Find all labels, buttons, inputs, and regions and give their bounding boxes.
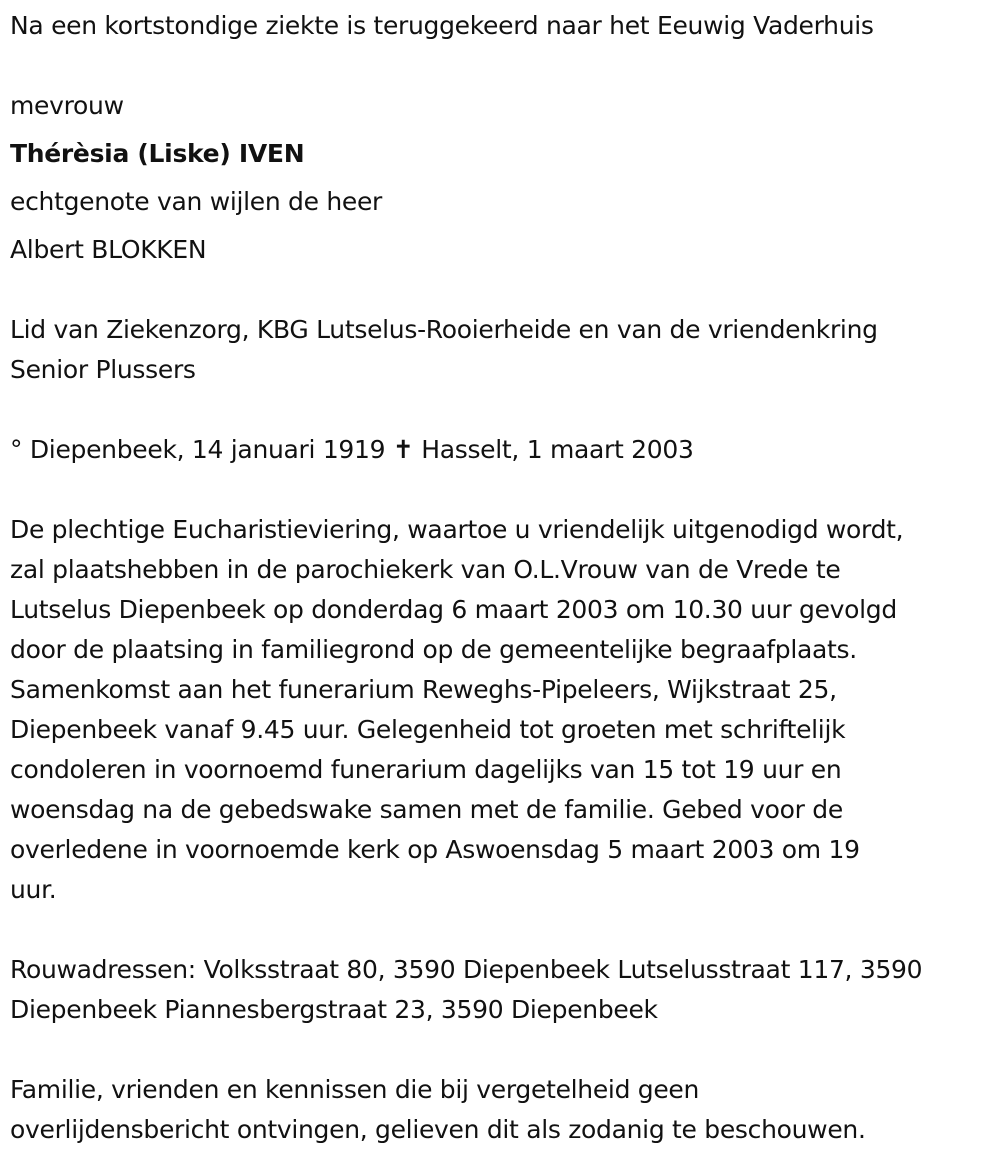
closing-paragraph — [10, 1070, 866, 1150]
membership-line: Lid van Ziekenzorg, KBG Lutselus-Rooierheide en van de vriendenkring — [10, 315, 878, 344]
ceremony-line: door de plaatsing in familiegrond op de gemeentelijke begraafplaats. — [10, 635, 857, 664]
ceremony-line: Lutselus Diepenbeek op donderdag 6 maart 2003 om 10.30 uur gevolgd — [10, 595, 897, 624]
spouse-prefix: echtgenote van wijlen de heer — [10, 187, 383, 216]
ceremony-paragraph — [10, 510, 903, 910]
spouse-name: Albert BLOKKEN — [10, 235, 207, 264]
ceremony-line: woensdag na de gebedswake samen met de familie. Gebed voor de — [10, 795, 843, 824]
life-dates — [10, 430, 694, 470]
dates-paragraph — [10, 430, 694, 470]
address-line: Rouwadressen: Volksstraat 80, 3590 Diepenbeek Lutselusstraat 117, 3590 — [10, 955, 923, 984]
memberships-paragraph — [10, 310, 878, 390]
addresses-paragraph — [10, 950, 922, 1030]
ceremony-line: zal plaatshebben in de parochiekerk van O.L.Vrouw van de Vrede te — [10, 555, 841, 584]
intro-text: Na een kortstondige ziekte is teruggekeerd naar het Eeuwig Vaderhuis — [10, 11, 874, 40]
deceased-name: Thérèsia (Liske) IVEN — [10, 139, 305, 168]
membership-line: Senior Plussers — [10, 355, 196, 384]
birth-date: ° Diepenbeek, 14 januari 1919 — [10, 435, 386, 464]
deceased-block — [10, 86, 382, 278]
closing-line: Familie, vrienden en kennissen die bij vergetelheid geen — [10, 1075, 700, 1104]
address-line: Diepenbeek Piannesbergstraat 23, 3590 Diepenbeek — [10, 995, 658, 1024]
death-date: Hasselt, 1 maart 2003 — [421, 435, 694, 464]
cross-icon: ✝ — [392, 435, 414, 464]
ceremony-line: De plechtige Eucharistieviering, waartoe u vriendelijk uitgenodigd wordt, — [10, 515, 904, 544]
ceremony-line: condoleren in voornoemd funerarium dagelijks van 15 tot 19 uur en — [10, 755, 842, 784]
ceremony-line: Diepenbeek vanaf 9.45 uur. Gelegenheid tot groeten met schriftelijk — [10, 715, 846, 744]
ceremony-line: Samenkomst aan het funerarium Reweghs-Pipeleers, Wijkstraat 25, — [10, 675, 837, 704]
intro-paragraph — [10, 6, 874, 46]
salutation: mevrouw — [10, 91, 124, 120]
ceremony-line: uur. — [10, 875, 57, 904]
ceremony-line: overledene in voornoemde kerk op Aswoensdag 5 maart 2003 om 19 — [10, 835, 860, 864]
closing-line: overlijdensbericht ontvingen, gelieven dit als zodanig te beschouwen. — [10, 1115, 866, 1144]
